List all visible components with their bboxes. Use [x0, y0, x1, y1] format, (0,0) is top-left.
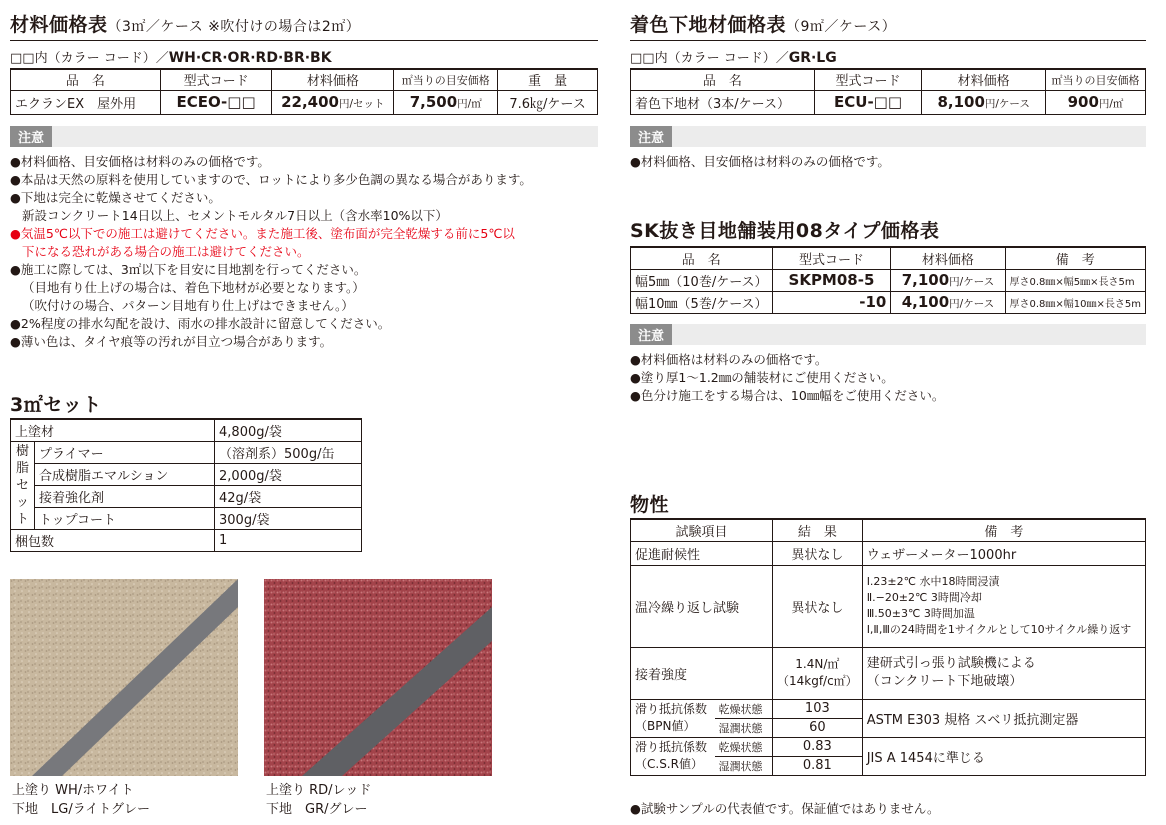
note-list: ●材料価格、目安価格は材料のみの価格です。	[630, 154, 890, 169]
col-header: 品 名	[631, 247, 773, 269]
title-rule	[10, 40, 598, 41]
table-row: 着色下地材（3本/ケース） ECU-□□ 8,100円/ケース 900円/㎡	[631, 90, 1146, 114]
note-badge: 注意	[630, 126, 672, 147]
base-material-price-title: 着色下地材価格表（9㎡／ケース）	[630, 14, 897, 36]
note-bar	[630, 126, 1146, 147]
swatch-white-caption: 上塗り WH/ホワイト 下地 LG/ライトグレー	[12, 783, 151, 817]
title-rule	[630, 40, 1146, 41]
swatch-white	[10, 579, 238, 776]
properties-table	[630, 518, 1146, 776]
col-header: 備 考	[862, 519, 1145, 541]
col-header: 型式コード	[814, 69, 922, 90]
set-title: 3㎡セット	[10, 394, 102, 416]
col-header: 重 量	[498, 69, 598, 90]
table-row: 合成樹脂エマルション 2,000g/袋	[11, 463, 362, 485]
table-row: 湿潤状態 60	[631, 718, 1146, 737]
swatch-red-caption: 上塗り RD/レッド 下地 GR/グレー	[266, 783, 372, 817]
table-row: エクランEX 屋外用 ECEO-□□ 22,400円/セット 7,500円/㎡ 7.6㎏/ケース	[11, 90, 598, 114]
color-code-line: □□内（カラー コード）／WH·CR·OR·RD·BR·BK	[10, 50, 332, 66]
table-row: 促進耐候性 異状なし ウェザーメーター1000hr	[631, 541, 1146, 565]
color-code-line: □□内（カラー コード）／GR·LG	[630, 50, 837, 66]
table-row: 湿潤状態 0.81	[631, 756, 1146, 775]
table-row: 滑り抵抗係数 （BPN値） 乾燥状態 103 ASTM E303 規格 スベリ抵抗測定器	[631, 699, 1146, 718]
sk-price-table	[630, 246, 1146, 314]
properties-title: 物性	[630, 494, 670, 516]
material-price-table	[10, 68, 598, 115]
base-material-price-table	[630, 68, 1146, 115]
table-row: 滑り抵抗係数 （C.S.R値） 乾燥状態 0.83 JIS A 1454に準じる	[631, 737, 1146, 756]
table-row: 上塗材 4,800g/袋	[11, 419, 362, 441]
table-row: 幅10㎜（5巻/ケース） -10 4,100円/ケース 厚さ0.8㎜×幅10㎜×長さ5m	[631, 291, 1146, 313]
table-row: 幅5㎜（10巻/ケース） SKPM08-5 7,100円/ケース 厚さ0.8㎜×幅5㎜×長さ5m	[631, 269, 1146, 291]
col-header: 品 名	[631, 69, 815, 90]
material-price-title: 材料価格表（3㎡／ケース ※吹付けの場合は2㎡）	[10, 14, 361, 36]
resin-set-label: 樹脂セット	[11, 441, 35, 529]
col-header: 品 名	[11, 69, 161, 90]
note-list: ●材料価格は材料のみの価格です。 ●塗り厚1～1.2㎜の舗装材にご使用ください。 ●色分け施工をする場合は、10㎜幅をご使用ください。	[630, 352, 945, 403]
col-header: 型式コード	[772, 247, 891, 269]
note-badge: 注意	[630, 324, 672, 345]
set-table	[10, 418, 362, 552]
table-row: 温冷繰り返し試験 異状なし Ⅰ.23±2℃ 水中18時間浸漬 Ⅱ.−20±2℃ 3時間冷却 Ⅲ.50±3℃ 3時間加温 Ⅰ,Ⅱ,Ⅲの24時間を1サイクルとして10サイクル繰り返す	[631, 565, 1146, 647]
properties-footnote: ●試験サンプルの代表値です。保証値ではありません。	[630, 801, 940, 816]
swatch-red	[264, 579, 492, 776]
swatch-red-image	[264, 579, 492, 776]
note-bar	[10, 126, 598, 147]
table-row: 接着強度 1.4N/㎡ （14kgf/c㎡） 建研式引っ張り試験機による （コンクリート下地破壊）	[631, 647, 1146, 699]
sk-price-title: SK抜き目地舗装用08タイプ価格表	[630, 220, 940, 242]
col-header: 材料価格	[891, 247, 1005, 269]
table-row: 樹脂セット プライマー （溶剤系）500g/缶	[11, 441, 362, 463]
note-bar	[630, 324, 1146, 345]
table-row: 接着強化剤 42g/袋	[11, 485, 362, 507]
col-header: 型式コード	[160, 69, 272, 90]
note-badge: 注意	[10, 126, 52, 147]
table-row: トップコート 300g/袋	[11, 507, 362, 529]
col-header: ㎡当りの目安価格	[394, 69, 498, 90]
col-header: 試験項目	[631, 519, 773, 541]
col-header: 材料価格	[922, 69, 1046, 90]
col-header: 結 果	[772, 519, 862, 541]
col-header: 材料価格	[272, 69, 394, 90]
col-header: 備 考	[1005, 247, 1146, 269]
col-header: ㎡当りの目安価格	[1046, 69, 1146, 90]
swatch-white-image	[10, 579, 238, 776]
table-row: 梱包数 1	[11, 529, 362, 551]
note-list: ●材料価格、目安価格は材料のみの価格です。 ●本品は天然の原料を使用していますので、ロットにより多少色調の異なる場合があります。 ●下地は完全に乾燥させてください。 新設コンクリート14日以上、セメントモルタル7日以上（含水率10%以下） ●気温5℃以下での施工は避けてください。また施工後、塗布面が完全乾燥する前に5℃以 下になる恐れがある場合の施工は避けてください。 ●施工に際しては、3㎡以下を目安に目地割を行ってください。 （目地有り仕上げの場合は、着色下地材が必要となります。） （吹付けの場合、パターン目地有り仕上げはできません。） ●2%程度の排水勾配を設け、雨水の排水設計に留意してください。 ●薄い色は、タイヤ痕等の汚れが目立つ場合があります。	[10, 154, 532, 349]
